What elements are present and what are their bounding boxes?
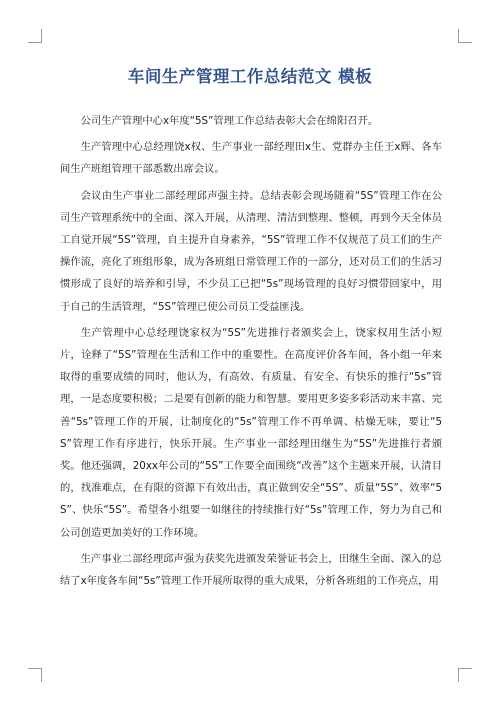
document-title: 车间生产管理工作总结范文 模板	[127, 67, 373, 86]
crop-mark-top-right-h	[458, 42, 472, 43]
crop-mark-top-left-v	[41, 29, 42, 43]
crop-mark-bottom-left-v	[41, 668, 42, 682]
crop-mark-top-right-v	[458, 29, 459, 43]
paragraph: 会议由生产事业二部经理邱声强主持。总结表彰会现场随着“5S”管理工作在公司生产管理系统中的全面、深入开展，从清理、清洁到整理、整顿，再到今天全体员工自觉开展“5S”管理，自主提升自身素养，“5S”管理工作不仅规范了员工们的生产操作流，亮化了班组形象，成为各班组日常管理工作的一部分，还对员工们的生活习惯形成了良好的培养和引导，不少员工已把“5s”现场管理的良好习惯带回家中，用于自己的生活管理，“5S”管理已使公司员工受益匪浅。	[60, 189, 442, 313]
crop-mark-top-left-h	[28, 42, 42, 43]
crop-mark-bottom-right-h	[458, 668, 472, 669]
paragraph: 生产管理中心总经理饶家权为“5S”先进推行者颁奖会上，饶家权用生活小短片，诠释了“5S”管理在生活和工作中的重要性。在高度评价各车间，各小组一年来取得的重要成绩的同时，他认为，有高效、有质量、有安全、有快乐的推行“5s”管理，一是态度要积极；二是要有创新的能力和智慧。要用更多姿多彩活动来丰富、完善“5s”管理工作的开展，让制度化的“5s”管理工作不再单调、枯燥无味，要让“5S”管理工作有序进行，快乐开展。生产事业一部经理田继生为“5S”先进推行者颁奖。他还强调，20xx年公司的“5S”工作要全面围绕“改善”这个主题来开展，认清目的，找准难点，在有限的资源下有效出击，真正做到安全“5S”、质量“5S”、效率“5S”、快乐“5S”。希望各小组要一如继往的持续推行好“5s”管理工作，努力为自己和公司创造更加美好的工作环境。	[60, 326, 442, 539]
paragraph: 生产事业二部经理邱声强为获奖先进颁发荣誉证书会上，田继生全面、深入的总结了x年度各车间“5s”管理工作开展所取得的重大成果，分析各班组的工作亮点，用	[60, 552, 442, 588]
crop-mark-bottom-left-h	[28, 668, 42, 669]
paragraph: 公司生产管理中心x年度“5S”管理工作总结表彰大会在绵阳召开。	[80, 115, 379, 127]
document-body	[60, 110, 442, 596]
crop-mark-bottom-right-v	[458, 668, 459, 682]
paragraph: 生产管理中心总经理饶x权、生产事业一部经理田x生、党群办主任王x辉、各车间生产班组管理干部悉数出席会议。	[60, 141, 442, 176]
